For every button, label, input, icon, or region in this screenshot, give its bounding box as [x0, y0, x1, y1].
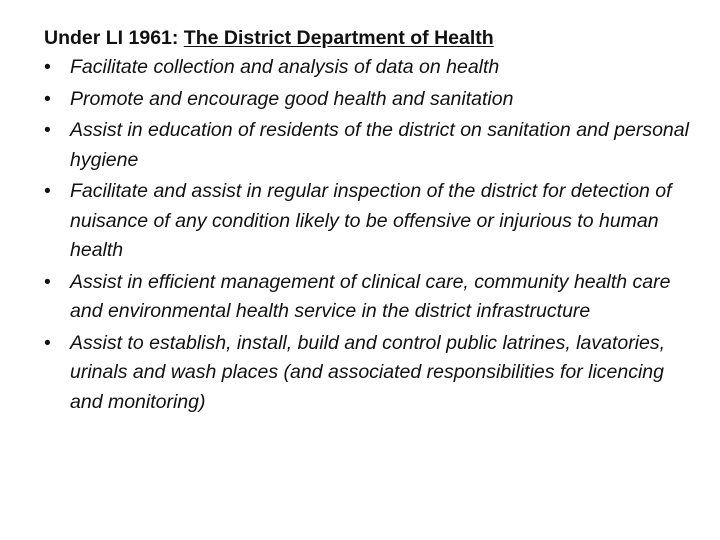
list-item-text: Promote and encourage good health and sanitation: [70, 87, 514, 110]
list-item-text: Facilitate and assist in regular inspection of the district for detection of nuisance of any condition likely to be offensive or injurious to human health: [70, 180, 672, 261]
bullet-icon: •: [44, 180, 51, 202]
bullet-icon: •: [44, 87, 51, 110]
list-item-text: Assist in education of residents of the district on sanitation and personal hygiene: [70, 119, 689, 171]
bullet-list: [44, 53, 690, 417]
bullet-icon: •: [44, 331, 51, 354]
list-item: [44, 177, 700, 266]
list-item: [44, 116, 700, 175]
bullet-icon: •: [44, 119, 51, 141]
title-prefix: Under LI 1961:: [44, 27, 184, 49]
title-underlined: The District Department of Health: [183, 27, 494, 49]
list-item: [44, 85, 700, 115]
list-item: [44, 268, 700, 327]
list-item-text: Assist in efficient management of clinical care, community health care and environmental health service in the district infrastructure: [70, 270, 671, 322]
list-item-text: Assist to establish, install, build and control public latrines, lavatories, urinals and wash places (and associated responsibilities for licencing and monitoring): [70, 331, 666, 413]
list-item: [44, 53, 700, 83]
page-title: [44, 24, 690, 53]
list-item-text: Facilitate collection and analysis of data on health: [70, 56, 500, 78]
bullet-icon: •: [44, 270, 51, 293]
list-item: [44, 329, 700, 418]
bullet-icon: •: [44, 56, 51, 78]
